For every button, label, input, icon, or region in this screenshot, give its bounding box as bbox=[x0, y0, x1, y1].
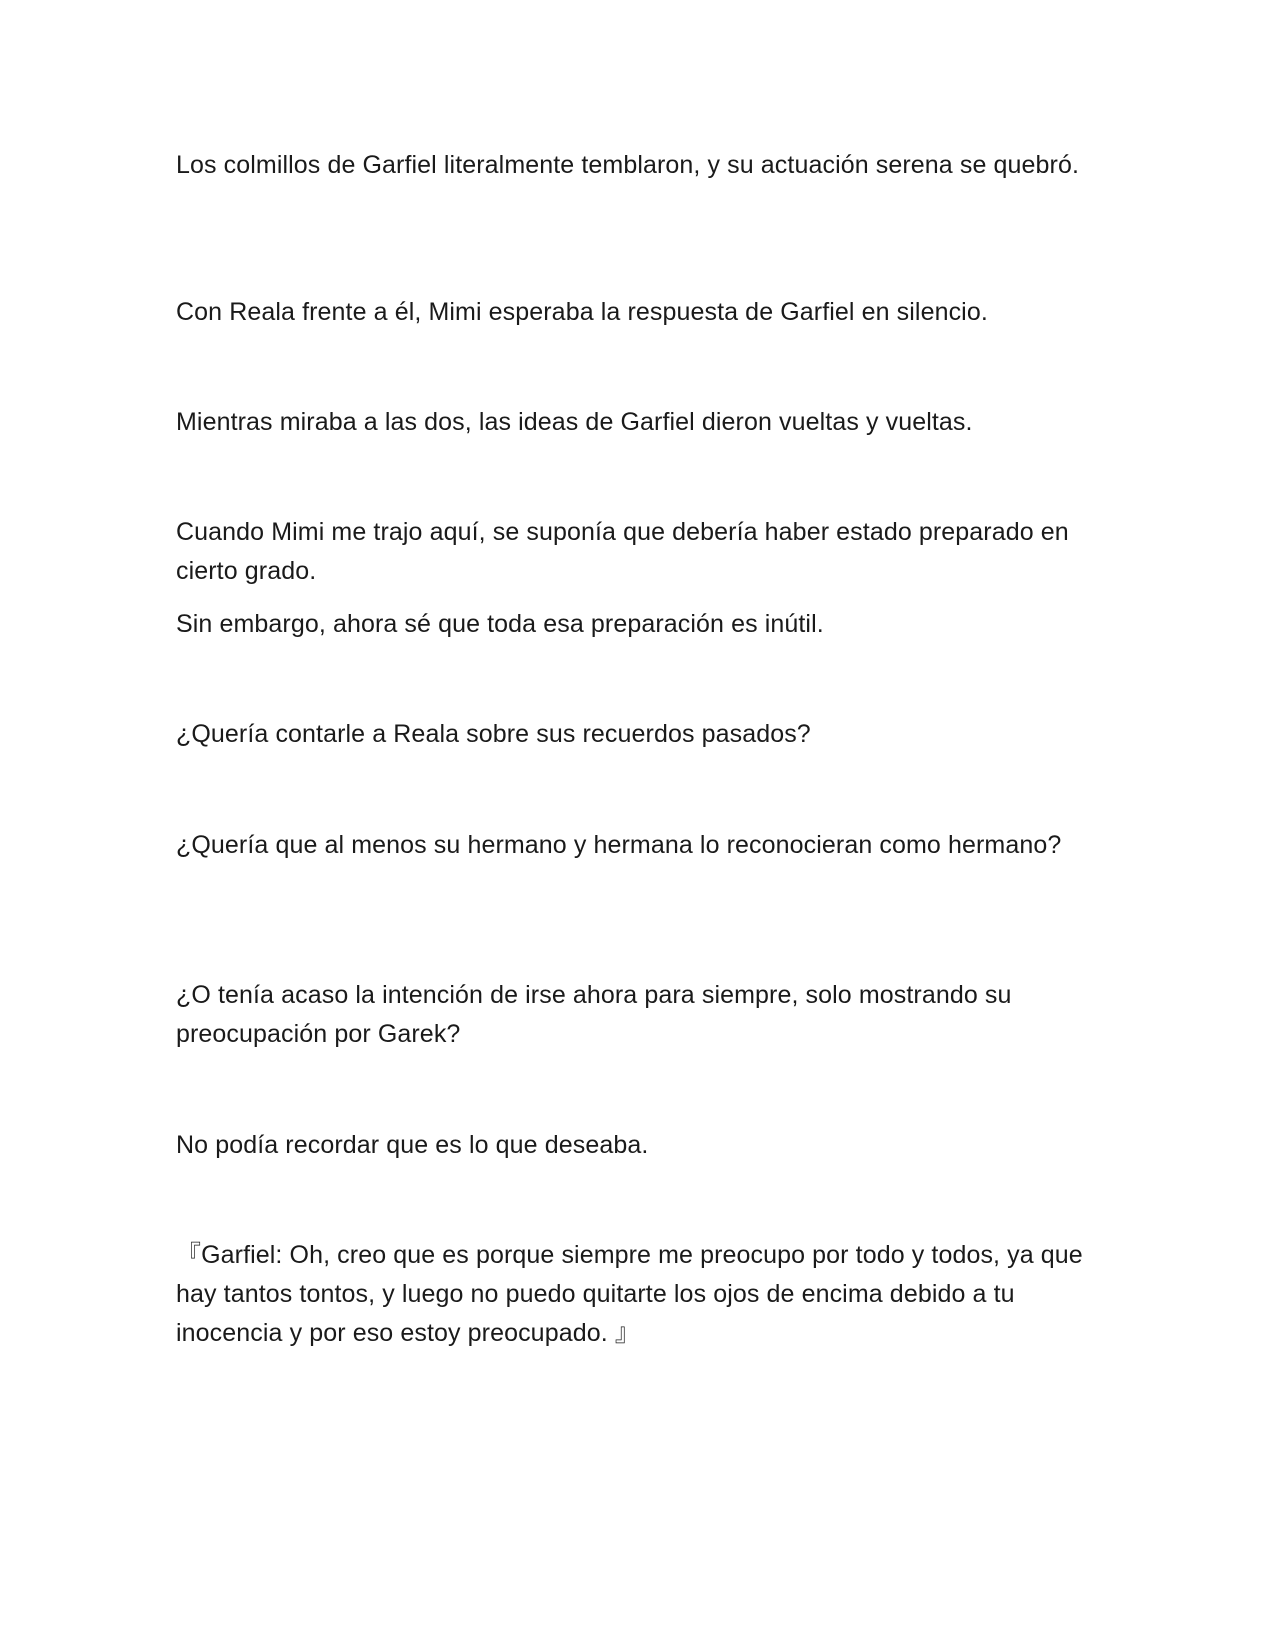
paragraph-7: ¿Quería que al menos su hermano y hermana lo reconocieran como hermano? bbox=[176, 831, 1062, 859]
paragraph-8: ¿O tenía acaso la intención de irse ahora para siempre, solo mostrando su preocupación por Garek? bbox=[176, 981, 1019, 1048]
paragraph-10: 『Garfiel: Oh, creo que es porque siempre me preocupo por todo y todos, ya que hay tantos tontos, y luego no puedo quitarte los ojos de encima debido a tu inocencia y por eso estoy preocupado. 』 bbox=[176, 1241, 1090, 1347]
paragraph-2: Con Reala frente a él, Mimi esperaba la respuesta de Garfiel en silencio. bbox=[176, 298, 988, 326]
paragraph-4: Cuando Mimi me trajo aquí, se suponía que debería haber estado preparado en cierto grado. bbox=[176, 518, 1076, 585]
paragraph-1: Los colmillos de Garfiel literalmente temblaron, y su actuación serena se quebró. bbox=[176, 151, 1079, 179]
paragraph-6: ¿Quería contarle a Reala sobre sus recuerdos pasados? bbox=[176, 720, 811, 748]
paragraph-3: Mientras miraba a las dos, las ideas de Garfiel dieron vueltas y vueltas. bbox=[176, 408, 973, 436]
paragraph-9: No podía recordar que es lo que deseaba. bbox=[176, 1131, 649, 1159]
paragraph-5: Sin embargo, ahora sé que toda esa preparación es inútil. bbox=[176, 610, 824, 638]
